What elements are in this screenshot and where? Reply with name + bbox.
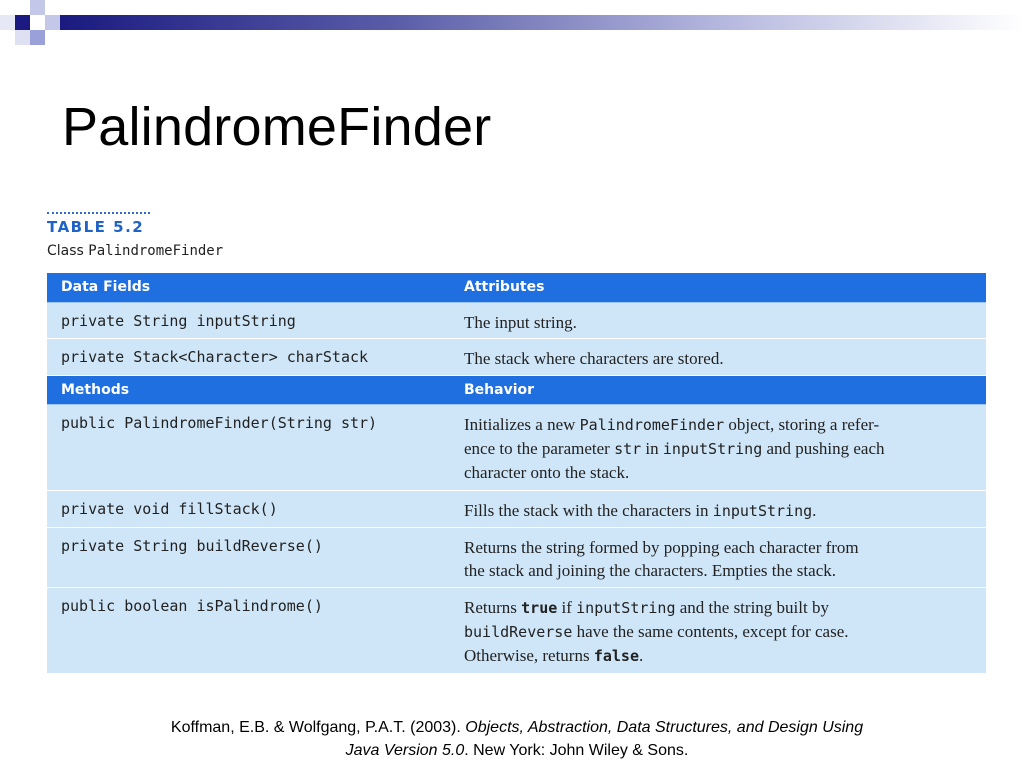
method-code: private String buildReverse() — [47, 527, 450, 587]
method-desc — [450, 587, 986, 673]
slide-title: PalindromeFinder — [62, 97, 492, 157]
citation-title: Java Version 5.0 — [345, 742, 465, 759]
table-caption — [47, 243, 223, 259]
desc-text: have the same contents, except for case. — [572, 621, 849, 641]
decor-square-pale — [0, 15, 15, 30]
desc-text: Initializes a new — [464, 414, 580, 434]
table-caption-prefix: Class — [47, 243, 89, 259]
desc-text: Returns the string formed by popping each character from — [464, 537, 859, 557]
table-number: TABLE 5.2 — [47, 218, 145, 236]
desc-code: true — [521, 598, 558, 617]
decor-square-light — [30, 0, 45, 15]
header-data-fields: Data Fields — [47, 273, 450, 302]
table-row — [47, 527, 986, 587]
desc-text: and pushing each — [762, 438, 885, 458]
table-row — [47, 490, 986, 527]
field-desc: The stack where characters are stored. — [450, 338, 986, 375]
desc-code: inputString — [576, 598, 676, 617]
desc-text: . — [638, 645, 644, 665]
decor-square-lavender — [30, 30, 45, 45]
desc-text: in — [641, 438, 663, 458]
field-code: private Stack<Character> charStack — [47, 338, 450, 375]
desc-text: Fills the stack with the characters in — [464, 500, 713, 520]
desc-code: PalindromeFinder — [579, 415, 725, 434]
table-row — [47, 404, 986, 490]
desc-text: the stack and joining the characters. Empties the stack. — [464, 560, 836, 580]
decor-square-navy — [15, 15, 30, 30]
table-dotted-rule — [47, 212, 150, 214]
table-row — [47, 302, 986, 338]
desc-text: character onto the stack. — [464, 462, 630, 482]
citation-title: Objects, Abstraction, Data Structures, and Design Using — [465, 719, 864, 736]
desc-code: str — [614, 439, 642, 458]
table-header-row — [47, 375, 986, 404]
decor-square-pale — [15, 30, 30, 45]
desc-text: Returns — [464, 597, 522, 617]
desc-text: ence to the parameter — [464, 438, 615, 458]
citation-authors: Koffman, E.B. & Wolfgang, P.A.T. (2003). — [170, 719, 466, 736]
desc-code: buildReverse — [464, 622, 573, 641]
table-header-row — [47, 273, 986, 302]
table-row — [47, 587, 986, 673]
decor-square-light — [45, 15, 60, 30]
method-desc — [450, 527, 986, 587]
field-code: private String inputString — [47, 302, 450, 338]
class-table — [47, 273, 986, 674]
desc-code: inputString — [662, 439, 763, 458]
decor-square-white — [0, 0, 15, 15]
field-desc: The input string. — [450, 302, 986, 338]
method-code: public boolean isPalindrome() — [47, 587, 450, 673]
citation — [60, 716, 974, 762]
method-desc — [450, 490, 986, 527]
desc-text: if — [557, 597, 577, 617]
desc-code: inputString — [712, 501, 813, 520]
header-attributes: Attributes — [450, 273, 986, 302]
desc-text: object, storing a refer- — [724, 414, 880, 434]
method-code: public PalindromeFinder(String str) — [47, 404, 450, 490]
desc-code: false — [593, 646, 639, 665]
citation-publisher: . New York: John Wiley & Sons. — [464, 742, 689, 759]
header-methods: Methods — [47, 375, 450, 404]
method-code: private void fillStack() — [47, 490, 450, 527]
desc-text: and the string built by — [675, 597, 829, 617]
desc-text: Otherwise, returns — [464, 645, 594, 665]
header-behavior: Behavior — [450, 375, 986, 404]
decor-gradient-bar — [60, 15, 1024, 30]
table-caption-class: PalindromeFinder — [88, 243, 224, 259]
method-desc — [450, 404, 986, 490]
table-row — [47, 338, 986, 375]
desc-text: . — [812, 500, 817, 520]
